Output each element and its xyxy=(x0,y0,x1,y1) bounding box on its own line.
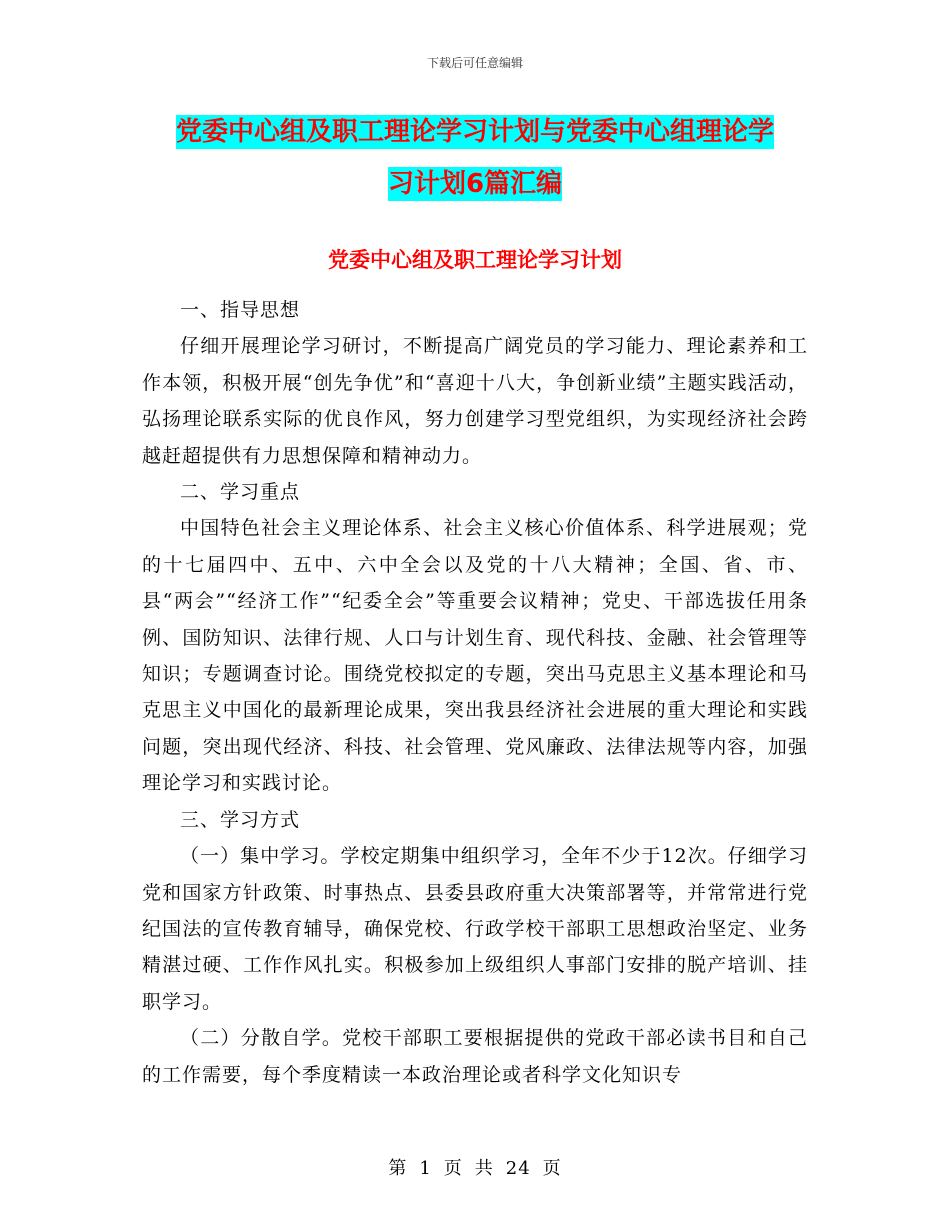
document-title xyxy=(140,106,810,210)
footer-total-prefix: 共 xyxy=(474,1158,494,1179)
heading-study-focus: 二、学习重点 xyxy=(180,481,301,504)
header-note: 下载后可任意编辑 xyxy=(426,56,523,70)
section-title: 党委中心组及职工理论学习计划 xyxy=(328,248,622,272)
document-title-line-2: 习计划6篇汇编 xyxy=(387,169,563,199)
footer-suffix: 页 xyxy=(542,1158,562,1179)
footer-page-label: 页 xyxy=(443,1158,463,1179)
paragraph-study-focus: 中国特色社会主义理论体系、社会主义核心价值体系、科学进展观；党的十七届四中、五中、六中全会以及党的十八大精神；全国、省、市、县“两会”“经济工作”“纪委全会”等重要会议精神；党史、干部选拔任用条例、国防知识、法律行规、人口与计划生育、现代科技、金融、社会管理等知识；专题调查讨论。围绕党校拟定的专题，突出马克思主义基本理论和马克思主义中国化的最新理论成果，突出我县经济社会进展的重大理论和实践问题，突出现代经济、科技、社会管理、党风廉政、法律法规等内容，加强理论学习和实践讨论。 xyxy=(142,517,808,795)
document-body xyxy=(142,292,808,1093)
footer-prefix: 第 xyxy=(388,1158,408,1179)
page-footer xyxy=(0,1154,950,1180)
paragraph-centralized-study: （一）集中学习。学校定期集中组织学习，全年不少于12次。仔细学习党和国家方针政策、时事热点、县委县政府重大决策部署等，并常常进行党纪国法的宣传教育辅导，确保党校、行政学校干部职工思想政治坚定、业务精湛过硬、工作作风扎实。积极参加上级组织人事部门安排的脱产培训、挂职学习。 xyxy=(142,845,808,1013)
document-title-line-1: 党委中心组及职工理论学习计划与党委中心组理论学 xyxy=(175,117,774,147)
paragraph-guiding-ideology: 仔细开展理论学习研讨，不断提高广阔党员的学习能力、理论素养和工作本领，积极开展“创先争优”和“喜迎十八大，争创新业绩”主题实践活动，弘扬理论联系实际的优良作风，努力创建学习型党组织，为实现经济社会跨越赶超提供有力思想保障和精神动力。 xyxy=(142,335,808,467)
footer-total-pages: 24 xyxy=(505,1158,531,1179)
heading-study-methods: 三、学习方式 xyxy=(180,808,301,831)
paragraph-self-study: （二）分散自学。党校干部职工要根据提供的党政干部必读书目和自己的工作需要，每个季度精读一本政治理论或者科学文化知识专 xyxy=(142,1027,808,1086)
footer-current-page: 1 xyxy=(419,1158,432,1179)
heading-guiding-ideology: 一、指导思想 xyxy=(180,299,301,321)
